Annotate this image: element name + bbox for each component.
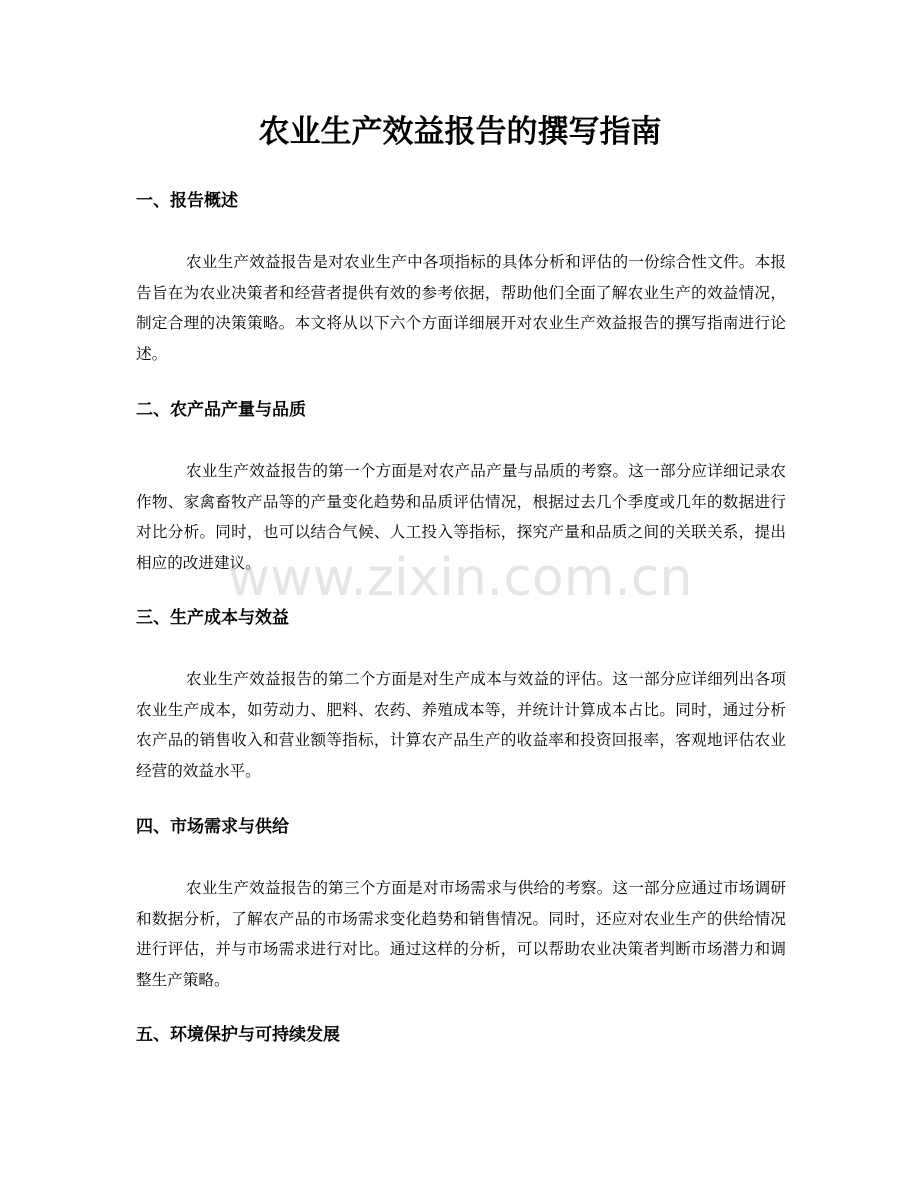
section-report-overview bbox=[136, 188, 786, 369]
document-title: 农业生产效益报告的撰写指南 bbox=[258, 114, 662, 150]
watermark: www.zixin.com.cn bbox=[227, 548, 693, 608]
section-paragraph: 农业生产效益报告的第一个方面是对农产品产量与品质的考察。这一部分应详细记录农作物、家禽畜牧产品等的产量变化趋势和品质评估情况，根据过去几个季度或几年的数据进行对比分析。同时，也可以结合气候、人工投入等指标，探究产量和品质之间的关联关系，提出相应的改进建议。 bbox=[136, 462, 786, 572]
section-paragraph: 农业生产效益报告是对农业生产中各项指标的具体分析和评估的一份综合性文件。本报告旨在为农业决策者和经营者提供有效的参考依据，帮助他们全面了解农业生产的效益情况，制定合理的决策策略。本文将从以下六个方面详细展开对农业生产效益报告的撰写指南进行论述。 bbox=[136, 253, 786, 363]
section-paragraph: 农业生产效益报告的第二个方面是对生产成本与效益的评估。这一部分应详细列出各项农业生产成本，如劳动力、肥料、农药、养殖成本等，并统计计算成本占比。同时，通过分析农产品的销售收入和营业额等指标，计算农产品生产的收益率和投资回报率，客观地评估农业经营的效益水平。 bbox=[136, 670, 786, 780]
section-heading: 一、报告概述 bbox=[136, 191, 238, 211]
section-market-supply-demand bbox=[136, 814, 786, 995]
section-cost-benefit bbox=[136, 605, 786, 786]
section-heading: 五、环境保护与可持续发展 bbox=[136, 1025, 340, 1045]
section-paragraph: 农业生产效益报告的第三个方面是对市场需求与供给的考察。这一部分应通过市场调研和数据分析，了解农产品的市场需求变化趋势和销售情况。同时，还应对农业生产的供给情况进行评估，并与市场需求进行对比。通过这样的分析，可以帮助农业决策者判断市场潜力和调整生产策略。 bbox=[136, 879, 786, 989]
section-heading: 二、农产品产量与品质 bbox=[136, 400, 306, 420]
section-environment-sustainability bbox=[136, 1022, 786, 1048]
section-heading: 四、市场需求与供给 bbox=[136, 817, 289, 837]
section-output-quality bbox=[136, 397, 786, 578]
section-heading: 三、生产成本与效益 bbox=[136, 608, 289, 628]
